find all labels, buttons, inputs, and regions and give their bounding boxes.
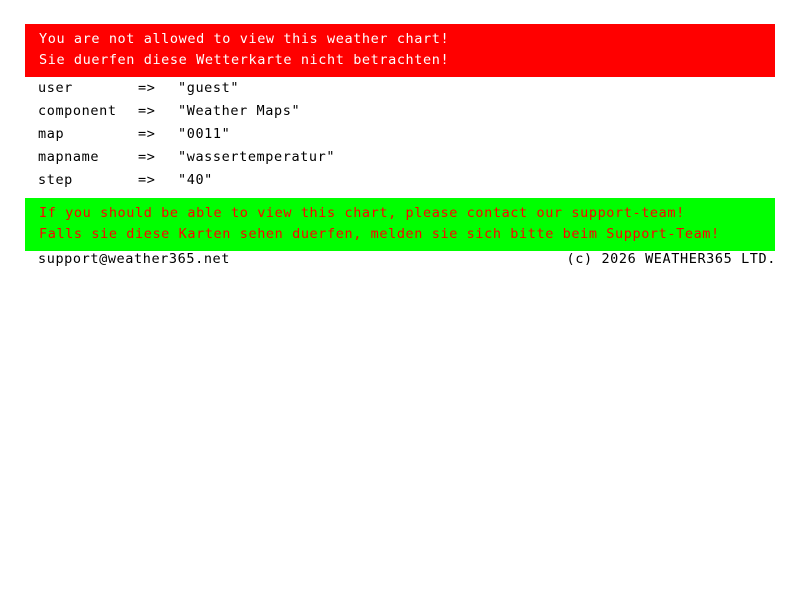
param-value: "40" (178, 172, 213, 188)
table-row (38, 126, 335, 149)
copyright-text: (c) 2026 WEATHER365 LTD. (566, 251, 776, 267)
error-banner (25, 24, 775, 77)
param-key: mapname (38, 149, 100, 165)
param-arrow: => (138, 172, 156, 188)
table-row (38, 172, 335, 195)
param-key: component (38, 103, 117, 119)
table-row (38, 103, 335, 126)
support-email-link[interactable]: support@weather365.net (38, 251, 231, 267)
param-key: step (38, 172, 73, 188)
error-banner-line-en: You are not allowed to view this weather chart! (39, 31, 450, 47)
param-arrow: => (138, 103, 156, 119)
table-row (38, 80, 335, 103)
footer (38, 251, 776, 267)
info-banner-line-en: If you should be able to view this chart, please contact our support-team! (39, 205, 685, 221)
param-value: "wassertemperatur" (178, 149, 336, 165)
param-arrow: => (138, 149, 156, 165)
param-value: "guest" (178, 80, 240, 96)
param-arrow: => (138, 126, 156, 142)
info-banner-line-de: Falls sie diese Karten sehen duerfen, melden sie sich bitte beim Support-Team! (39, 226, 720, 242)
param-arrow: => (138, 80, 156, 96)
info-banner (25, 198, 775, 251)
param-key: map (38, 126, 65, 142)
table-row (38, 149, 335, 172)
parameter-table (38, 80, 335, 195)
param-key: user (38, 80, 73, 96)
param-value: "Weather Maps" (178, 103, 301, 119)
error-banner-line-de: Sie duerfen diese Wetterkarte nicht betrachten! (39, 52, 450, 68)
param-value: "0011" (178, 126, 231, 142)
